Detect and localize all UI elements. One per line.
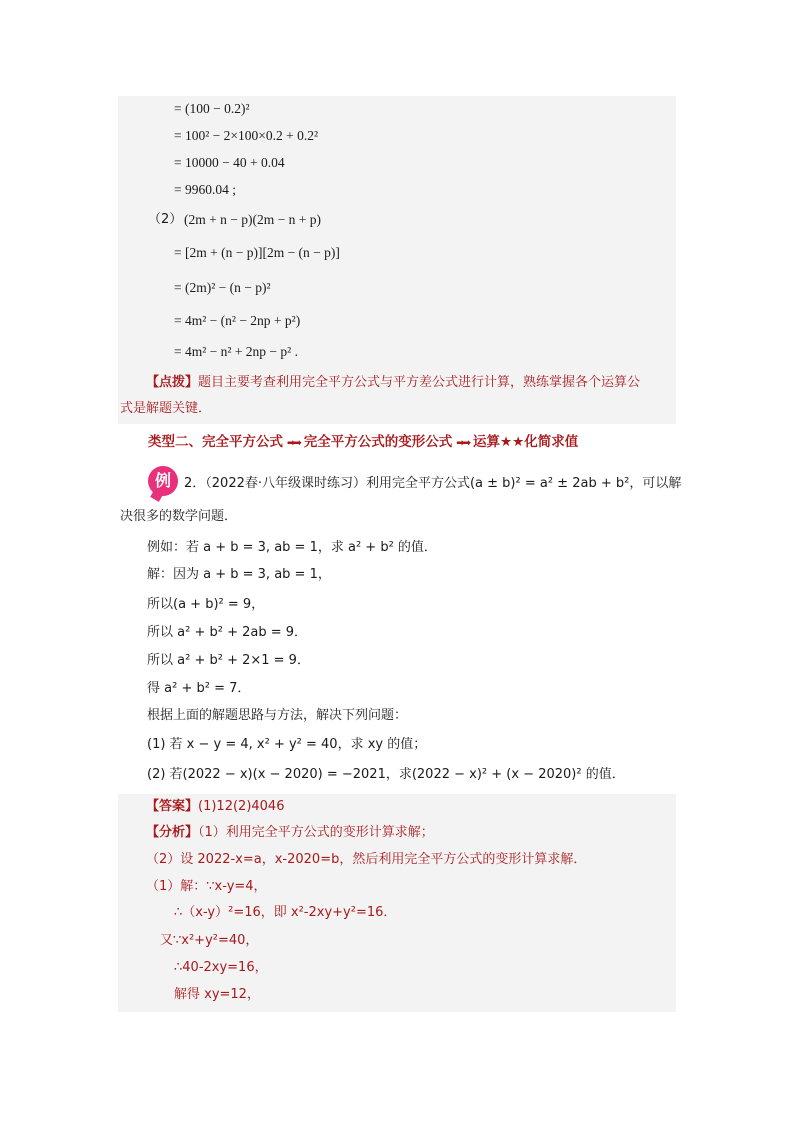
- example-text-7: 根据上面的解题思路与方法，解决下列问题：: [147, 708, 408, 723]
- part2-label: （2）: [148, 212, 183, 227]
- solution-line-5: 解得 xy=12，: [174, 987, 260, 1002]
- analysis-line-1: [146, 824, 434, 842]
- example-line-2: 决很多的数学问题．: [120, 509, 238, 524]
- heading-part-4: 化简求值: [524, 434, 579, 450]
- analysis-tag: 【分析】: [146, 825, 199, 840]
- analysis-line-2: （2）设 2022-x=a，x-2020=b，然后利用完全平方公式的变形计算求解．: [146, 852, 587, 867]
- part2-expression: (2m + n − p)(2m − n + p): [184, 212, 321, 227]
- answer-text: (1)12(2)4046: [198, 799, 285, 814]
- calc-line-3: = 10000 − 40 + 0.04: [174, 155, 285, 170]
- calc-line-4: = 9960.04 ;: [174, 182, 236, 197]
- heading-arrow-1: ➡➡: [287, 438, 300, 449]
- part2-line-4: = 4m² − n² + 2np − p² .: [174, 344, 298, 359]
- heading-part-1: 类型二、完全平方公式: [148, 434, 283, 450]
- calc-line-2: = 100² − 2×100×0.2 + 0.2²: [174, 128, 319, 143]
- analysis-text-1: （1）利用完全平方公式的变形计算求解；: [198, 825, 434, 840]
- question-1: (1) 若 x − y = 4, x² + y² = 40，求 xy 的值；: [147, 737, 427, 752]
- heading-part-2: 完全平方公式的变形公式: [303, 434, 453, 450]
- solution-line-1: （1）解：∵x-y=4，: [146, 879, 267, 894]
- part2-line-3: = 4m² − (n² − 2np + p²): [174, 313, 301, 328]
- heading-stars: ★★: [500, 434, 525, 450]
- question-2: (2) 若(2022 − x)(x − 2020) = −2021，求(2022 − x)² + (x − 2020)² 的值．: [147, 767, 625, 782]
- example-text-3: 所以(a + b)² = 9，: [147, 597, 265, 612]
- answer-tag: 【答案】: [146, 799, 199, 814]
- example-text-4: 所以 a² + b² + 2ab = 9．: [147, 625, 308, 640]
- part2-line-2: = (2m)² − (n − p)²: [174, 280, 271, 295]
- tip-text-1: 题目主要考查利用完全平方公式与平方差公式进行计算，熟练掌握各个运算公: [198, 375, 641, 390]
- heading-arrow-2: ➡➡: [456, 438, 470, 449]
- example-text-6: 得 a² + b² = 7．: [147, 681, 251, 696]
- tip-line-1: [146, 374, 640, 392]
- solution-line-4: ∴40-2xy=16，: [174, 960, 268, 975]
- part2-line-1: = [2m + (n − p)][2m − (n − p)]: [174, 245, 340, 260]
- answer-line: [146, 798, 284, 816]
- tip-line-2: 式是解题关键．: [120, 401, 212, 416]
- calc-line-1: = (100 − 0.2)²: [174, 101, 250, 116]
- solution-line-2: ∴（x-y）²=16，即 x²-2xy+y²=16．: [174, 905, 397, 920]
- example-text-1: 例如：若 a + b = 3, ab = 1，求 a² + b² 的值．: [147, 540, 437, 555]
- tip-tag: 【点拨】: [146, 375, 199, 390]
- example-line-1: 2．（2022春·八年级课时练习）利用完全平方公式(a ± b)² = a² ± 2ab + b²，可以解: [184, 476, 682, 491]
- solution-line-3: 又∵x²+y²=40，: [160, 933, 259, 948]
- example-badge-icon: 例: [148, 466, 178, 496]
- heading-part-3: 运算: [473, 434, 501, 450]
- example-text-5: 所以 a² + b² + 2×1 = 9．: [147, 653, 310, 668]
- example-text-2: 解：因为 a + b = 3, ab = 1，: [147, 567, 331, 582]
- section-heading: [148, 430, 578, 450]
